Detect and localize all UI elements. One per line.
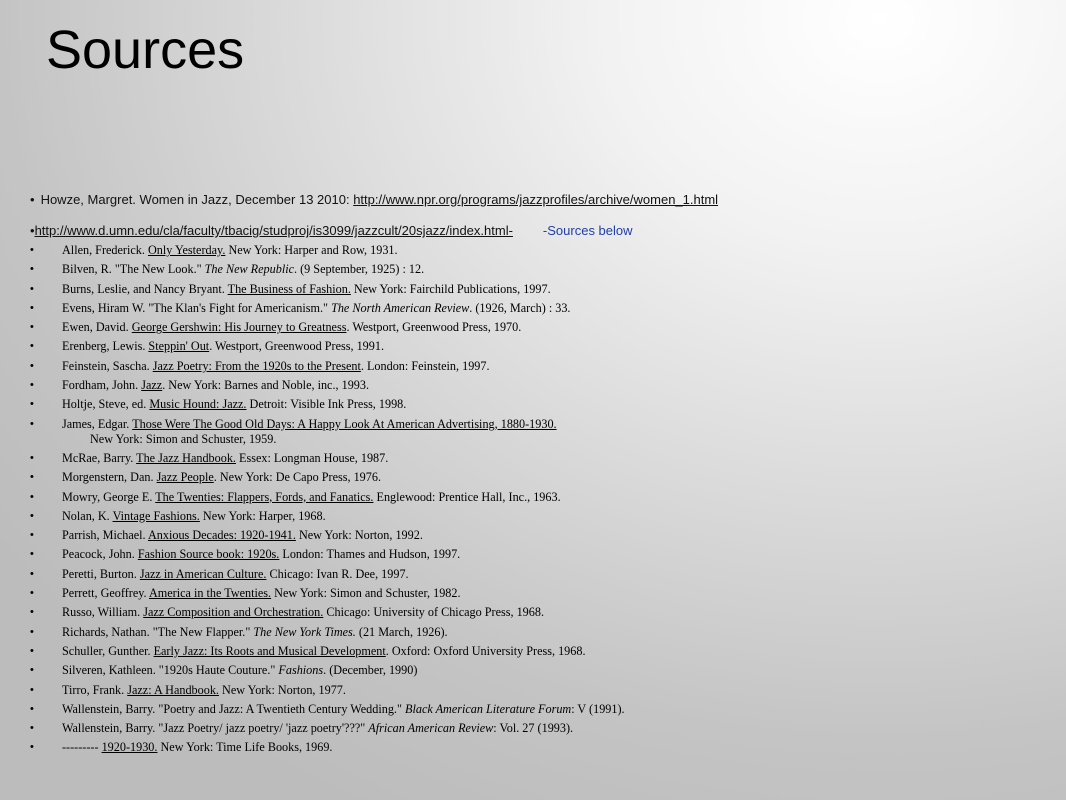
reference-item [30,721,1050,736]
web-source-umn [30,223,633,239]
bullet: • [30,548,34,561]
reference-list [30,243,1050,760]
reference-item [30,490,1050,505]
reference-item [30,378,1050,393]
source-link[interactable]: http://www.d.umn.edu/cla/faculty/tbacig/studproj/is3099/jazzcult/20sjazz/index.html- [34,223,513,238]
reference-details: . New York: De Capo Press, 1976. [213,470,382,485]
reference-author: Perrett, Geoffrey. [62,586,149,601]
reference-author: James, Edgar. [62,416,133,431]
reference-details: New York: Fairchild Publications, 1997. [350,281,551,296]
bullet: • [30,606,34,619]
reference-details: New York: Simon and Schuster, 1982. [271,586,461,601]
reference-title: The Jazz Handbook. [136,450,236,465]
reference-title: Music Hound: Jazz. [149,397,247,412]
bullet: • [30,490,34,503]
reference-item [30,320,1050,335]
bullet: • [30,683,34,696]
reference-item [30,528,1050,543]
reference-title: Jazz People [156,470,214,485]
reference-item [30,282,1050,297]
reference-item [30,339,1050,354]
reference-author: Allen, Frederick. [62,243,148,257]
reference-item [30,470,1050,485]
bullet: • [30,625,34,638]
bullet: • [30,451,34,464]
reference-item [30,417,1050,447]
reference-title: Steppin' Out [148,339,210,354]
reference-details: London: Thames and Hudson, 1997. [279,547,461,562]
reference-details: New York: Norton, 1977. [218,682,346,697]
reference-title: Jazz Composition and Orchestration. [143,605,324,620]
reference-details: . London: Feinstein, 1997. [360,358,490,373]
reference-author: Ewen, David. [62,320,132,335]
reference-details: New York: Norton, 1992. [295,528,423,543]
reference-item [30,663,1050,678]
reference-author: Nolan, K. [62,508,113,523]
bullet: • [30,398,34,411]
reference-author: Parrish, Michael. [62,528,148,543]
reference-details: : V (1991). [571,701,625,716]
reference-details: Chicago: University of Chicago Press, 1968. [323,605,544,620]
reference-item [30,683,1050,698]
reference-item [30,702,1050,717]
reference-publication: The North American Review [331,300,470,315]
reference-author: Burns, Leslie, and Nancy Bryant. [62,281,228,296]
page-title: Sources [46,20,245,80]
reference-details: Chicago: Ivan R. Dee, 1997. [266,566,409,581]
reference-item [30,740,1050,755]
reference-author: Schuller, Gunther. [62,643,154,658]
bullet: • [30,587,34,600]
reference-item [30,451,1050,466]
bullet: • [30,567,34,580]
reference-details: . (1926, March) : 33. [469,300,571,315]
reference-author: Feinstein, Sascha. [62,358,153,373]
reference-author: Tirro, Frank. [62,682,128,697]
reference-author: McRae, Barry. [62,450,137,465]
reference-item [30,605,1050,620]
bullet: • [30,244,34,256]
reference-item [30,359,1050,374]
bullet: • [30,529,34,542]
reference-title: Fashion Source book: 1920s. [137,547,280,562]
reference-title: Jazz [141,378,163,393]
reference-item [30,567,1050,582]
reference-title: Anxious Decades: 1920-1941. [147,528,296,543]
reference-publication: Black American Literature Forum [405,701,572,716]
reference-item [30,625,1050,640]
bullet: • [30,509,34,522]
bullet: • [30,301,34,314]
reference-item [30,397,1050,412]
bullet: • [30,644,34,657]
reference-author: Holtje, Steve, ed. [62,397,150,412]
reference-title: Vintage Fashions. [112,508,200,523]
reference-continuation: New York: Simon and Schuster, 1959. [90,431,277,446]
reference-author: Erenberg, Lewis. [62,339,149,354]
bullet: • [30,223,35,238]
reference-item [30,644,1050,659]
reference-title: Only Yesterday. [147,243,226,257]
reference-publication: The New Republic [204,262,294,277]
reference-item [30,509,1050,524]
reference-author: Mowry, George E. [62,489,156,504]
reference-author: Richards, Nathan. "The New Flapper." [62,624,254,639]
bullet: • [30,263,34,276]
bullet: • [30,417,34,430]
bullet: • [30,282,34,295]
reference-author: Peretti, Burton. [62,566,140,581]
reference-author: Peacock, John. [62,547,138,562]
reference-title: America in the Twenties. [148,586,272,601]
reference-author: Fordham, John. [62,378,142,393]
reference-title: Jazz: A Handbook. [127,682,219,697]
reference-item [30,547,1050,562]
reference-details: . Westport, Greenwood Press, 1991. [209,339,385,354]
reference-details: Englewood: Prentice Hall, Inc., 1963. [373,489,561,504]
reference-item [30,243,1050,258]
reference-details: . New York: Barnes and Noble, inc., 1993. [162,378,370,393]
bullet: • [30,192,35,207]
reference-publication: African American Review [368,721,494,736]
bullet: • [30,321,34,334]
reference-title: George Gershwin: His Journey to Greatness [131,320,347,335]
reference-author: Wallenstein, Barry. "Poetry and Jazz: A Twentieth Century Wedding." [62,701,406,716]
bullet: • [30,340,34,353]
reference-author: Wallenstein, Barry. "Jazz Poetry/ jazz poetry/ 'jazz poetry'???" [62,721,369,736]
reference-details: . Westport, Greenwood Press, 1970. [346,320,522,335]
reference-title: Jazz in American Culture. [139,566,267,581]
reference-title: Those Were The Good Old Days: A Happy Look At American Advertising, 1880-1930. [132,416,557,431]
reference-details: . (9 September, 1925) : 12. [294,262,425,277]
reference-details: . Oxford: Oxford University Press, 1968. [385,643,586,658]
reference-item [30,586,1050,601]
bullet: • [30,741,34,754]
reference-title: Early Jazz: Its Roots and Musical Development [153,643,386,658]
reference-author: Russo, William. [62,605,144,620]
reference-item [30,301,1050,316]
reference-details: : Vol. 27 (1993). [493,721,574,736]
source-text: Howze, Margret. Women in Jazz, December 13 2010: [40,192,354,207]
reference-title: The Twenties: Flappers, Fords, and Fanatics. [155,489,374,504]
source-link[interactable]: http://www.npr.org/programs/jazzprofiles/archive/women_1.html [353,192,719,207]
reference-title: 1920-1930. [101,740,158,755]
reference-details: New York: Harper, 1968. [199,508,326,523]
bullet: • [30,379,34,392]
reference-title: Jazz Poetry: From the 1920s to the Present [152,358,361,373]
reference-title: The Business of Fashion. [227,281,351,296]
reference-author: Morgenstern, Dan. [62,470,157,485]
reference-publication: Fashions [278,663,324,678]
bullet: • [30,702,34,715]
reference-details: New York: Harper and Row, 1931. [225,243,398,257]
web-source-npr [30,192,718,208]
reference-author: Bilven, R. "The New Look." [62,262,205,277]
reference-author: Evens, Hiram W. "The Klan's Fight for Americanism." [62,300,332,315]
reference-author: --------- [62,740,102,755]
bullet: • [30,722,34,735]
reference-details: . (December, 1990) [323,663,418,678]
reference-details: Detroit: Visible Ink Press, 1998. [246,397,407,412]
reference-author: Silveren, Kathleen. "1920s Haute Couture." [62,663,279,678]
bullet: • [30,471,34,484]
sources-below-note: -Sources below [542,223,633,238]
reference-details: Essex: Longman House, 1987. [235,450,389,465]
bullet: • [30,664,34,677]
reference-details: (21 March, 1926). [355,624,448,639]
reference-item [30,262,1050,277]
bullet: • [30,359,34,372]
reference-details: New York: Time Life Books, 1969. [157,740,333,755]
reference-publication: The New York Times. [253,624,356,639]
